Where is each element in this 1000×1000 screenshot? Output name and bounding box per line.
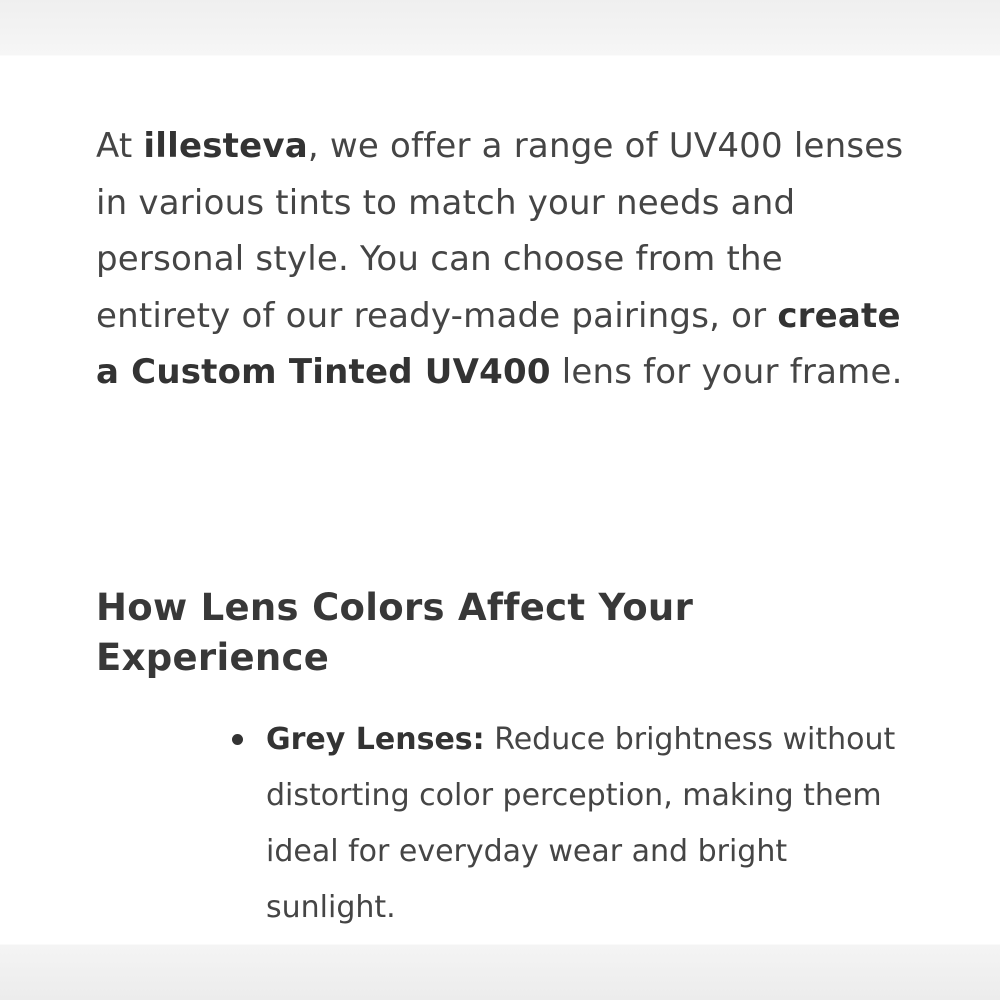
intro-text-start: At — [96, 126, 144, 166]
list-item-text: Reduce brightness without distorting color perception, making them ideal for everyday wear and bright sunlight. — [266, 722, 896, 925]
list-item — [266, 712, 906, 936]
bullet-icon — [232, 734, 243, 745]
intro-block — [96, 118, 916, 401]
intro-paragraph — [96, 118, 916, 401]
intro-text-middle: , we offer a range of UV400 lenses in various tints to match your needs and personal style. You can choose from the entirety of our ready-made pairings, or — [96, 126, 904, 336]
section-heading: How Lens Colors Affect Your Experience — [96, 586, 694, 679]
intro-text-end: lens for your frame. — [550, 352, 903, 392]
list-item-label: Grey Lenses: — [266, 722, 485, 757]
custom-tint-link[interactable]: create a Custom Tinted UV400 — [96, 295, 901, 392]
brand-name: illesteva — [143, 126, 308, 166]
lens-color-list — [266, 712, 906, 936]
